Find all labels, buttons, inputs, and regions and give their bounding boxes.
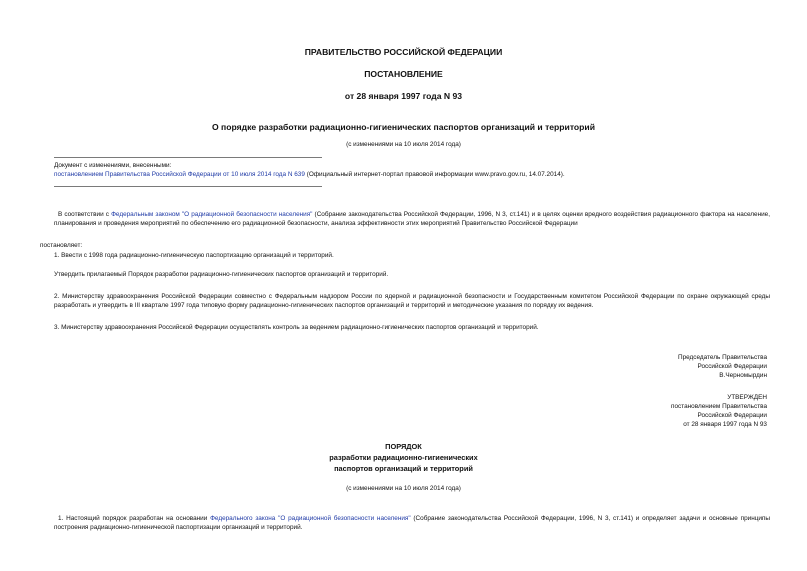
signature-name: В.Черномырдин xyxy=(719,372,767,380)
approved-country: Российской Федерации xyxy=(697,412,767,420)
changes-bottom-rule xyxy=(54,186,322,187)
changes-source: (Официальный интернет-портал правовой информации www.pravo.gov.ru, 14.07.2014). xyxy=(304,171,565,179)
item-approve: Утвердить прилагаемый Порядок разработки радиационно-гигиенических паспортов организаций и территорий. xyxy=(54,271,389,278)
amending-resolution-link[interactable]: постановлением Правительства Российской Федерации от 10 июля 2014 года N 639 xyxy=(54,171,305,179)
preamble-text-end: (Собрание законодательства Российской Федерации, 1996, N 3, ст.141) и в целях оценки вредного воздействия радиационного фактора на население, планирования и проведения мероприятий по обеспечению его радиационной безопасности, анализа эффективности этих мероприятий Правительство Российской Федерации xyxy=(54,211,770,228)
order-amendment-note: (с изменениями на 10 июля 2014 года) xyxy=(346,485,461,492)
item-3: 3. Министерству здравоохранения Российской Федерации осуществлять контроль за ведением радиационно-гигиенических паспортов организаций и территорий. xyxy=(54,324,539,331)
order-law-link[interactable]: Федерального закона "О радиационной безопасности населения" xyxy=(210,515,411,522)
approved-block xyxy=(467,393,767,429)
government-heading: ПРАВИТЕЛЬСТВО РОССИЙСКОЙ ФЕДЕРАЦИИ xyxy=(304,47,503,57)
preamble-paragraph xyxy=(54,210,770,228)
changes-intro: Документ с изменениями, внесенными: xyxy=(54,162,172,169)
order-paragraph-1 xyxy=(54,514,770,532)
order-p1-start: 1. Настоящий порядок разработан на основании xyxy=(58,515,211,522)
approved-date: от 28 января 1997 года N 93 xyxy=(683,421,767,429)
approved-label: УТВЕРЖДЕН xyxy=(727,394,767,401)
approved-by: постановлением Правительства xyxy=(671,403,767,411)
item-1: 1. Ввести с 1998 года радиационно-гигиеническую паспортизацию организаций и территорий. xyxy=(54,252,334,259)
preamble-text-start: В соответствии с xyxy=(58,211,112,218)
changes-top-rule xyxy=(54,157,322,158)
order-title: ПОРЯДОК xyxy=(385,442,422,451)
radiation-safety-law-link[interactable]: Федеральным законом "О радиационной безопасности населения" xyxy=(111,211,313,218)
order-p1-end: (Собрание законодательства Российской Федерации, 1996, N 3, ст.141) и определяет задачи и основные принципы построения радиационно-гигиенической паспортизации организаций и территорий. xyxy=(54,515,771,532)
signature-country: Российской Федерации xyxy=(697,363,767,371)
decides-label: постановляет: xyxy=(40,242,83,249)
amendment-note: (с изменениями на 10 июля 2014 года) xyxy=(346,141,461,148)
document-date-number: от 28 января 1997 года N 93 xyxy=(344,91,463,101)
signature-block xyxy=(467,353,767,380)
document-type-heading: ПОСТАНОВЛЕНИЕ xyxy=(364,69,443,79)
order-subtitle-1: разработки радиационно-гигиенических xyxy=(329,453,478,462)
signature-position: Председатель Правительства xyxy=(678,354,767,361)
order-subtitle-2: паспортов организаций и территорий xyxy=(334,464,473,473)
changes-box xyxy=(54,161,770,179)
document-title: О порядке разработки радиационно-гигиенических паспортов организаций и территорий xyxy=(211,122,595,132)
item-2: 2. Министерству здравоохранения Российской Федерации совместно с Федеральным надзором России по ядерной и радиационной безопасности и Государственным комитетом Российской Федерации по охране окружающей среды разработать и утвердить в III квартале 1997 года типовую форму радиационно-гигиенических паспортов организаций и территорий и методические указания по порядку их ведения. xyxy=(54,293,770,310)
